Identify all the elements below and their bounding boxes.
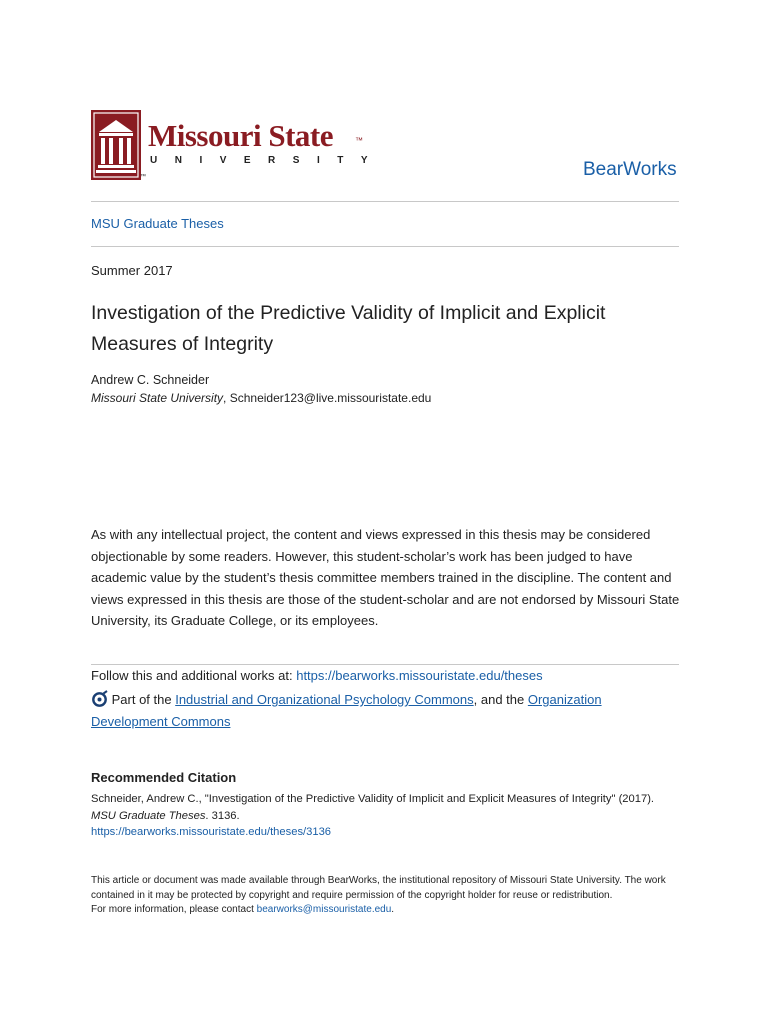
follow-label: Follow this and additional works at:: [91, 668, 297, 683]
part-of-line: [91, 689, 681, 732]
contact-prefix: For more information, please contact: [91, 904, 257, 915]
io-psychology-commons-link[interactable]: Industrial and Organizational Psychology Commons: [175, 692, 474, 707]
follow-line: [91, 668, 543, 683]
part-of-prefix: Part of the: [108, 692, 176, 707]
author-name: Andrew C. Schneider: [91, 373, 210, 387]
open-access-icon: [91, 690, 108, 707]
document-title: Investigation of the Predictive Validity of Implicit and Explicit Measures of Integrity: [91, 302, 606, 355]
repository-name: BearWorks: [583, 159, 677, 180]
citation-heading: Recommended Citation: [91, 770, 237, 785]
logo-wordmark: Missouri State: [148, 118, 334, 153]
citation-url-link[interactable]: https://bearworks.missouristate.edu/theses/3136: [91, 826, 332, 838]
university-building-icon: [91, 110, 141, 180]
divider: [91, 664, 679, 665]
divider: [91, 246, 679, 247]
divider: [91, 201, 679, 202]
footer-text: This article or document was made available through BearWorks, the institutional repository of Missouri State University. The work contained in it may be protected by copyright and require permission of the copyright holder for reuse or redistribution.: [91, 875, 666, 901]
contact-email-link[interactable]: bearworks@missouristate.edu: [256, 904, 392, 915]
citation-journal: MSU Graduate Theses: [91, 809, 206, 822]
citation-text: [91, 791, 681, 841]
logo-trademark: ™: [355, 136, 363, 145]
affiliation-name: Missouri State University: [91, 391, 224, 405]
footer-notice: [91, 874, 681, 918]
logo-university: UNIVERSITY: [150, 155, 386, 166]
author-affiliation: [91, 391, 431, 405]
author-email: Schneider123@live.missouristate.edu: [229, 391, 432, 405]
series-link[interactable]: MSU Graduate Theses: [91, 216, 224, 231]
part-of-middle: , and the: [473, 692, 528, 707]
theses-link[interactable]: https://bearworks.missouristate.edu/theses: [296, 668, 543, 683]
logo-trademark-small: ™: [140, 174, 146, 180]
email-separator: ,: [223, 391, 230, 405]
organization-development-commons-link[interactable]: Organization Development Commons: [91, 692, 602, 729]
citation-body: Schneider, Andrew C., "Investigation of the Predictive Validity of Implicit and Explicit Measures of Integrity" (2017).: [91, 793, 655, 805]
citation-number: . 3136.: [205, 809, 240, 822]
publication-date: Summer 2017: [91, 263, 173, 278]
disclaimer-text: As with any intellectual project, the content and views expressed in this thesis may be considered objectionable by some readers. However, this student-scholar’s work has been judged to have academic value by the student’s thesis committee members trained in the discipline. The content and views expressed in this thesis are those of the student-scholar and are not endorsed by Missouri State University, its Graduate College, or its employees.: [91, 527, 680, 629]
contact-suffix: .: [391, 904, 395, 915]
